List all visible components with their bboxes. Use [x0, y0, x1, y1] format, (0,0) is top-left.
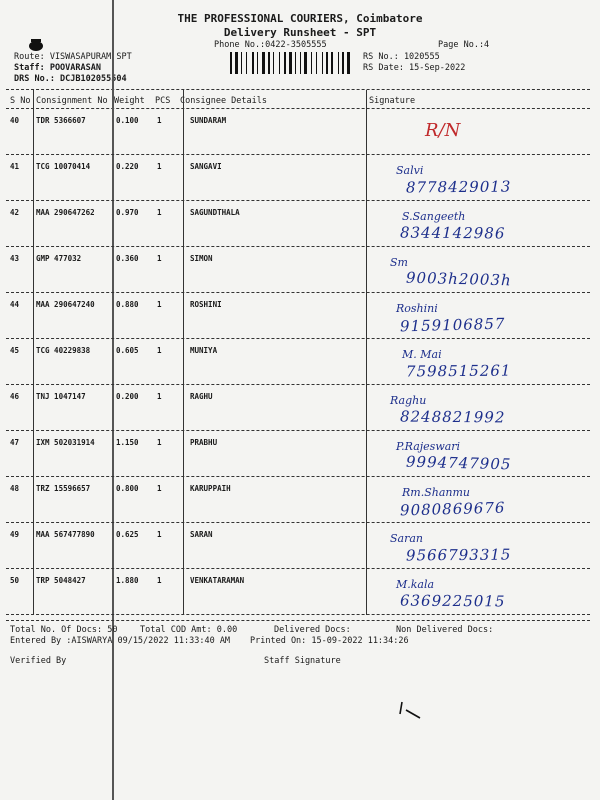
route: Route: VISWASAPURAM SPT: [14, 52, 132, 62]
runsheet-title: Delivery Runsheet - SPT: [223, 26, 377, 39]
row-signature-name: M. Mai: [402, 348, 442, 361]
row-signature-number: 9080869676: [399, 498, 506, 520]
row-sno: 42: [10, 208, 20, 217]
barcode-bar: [302, 52, 303, 74]
row-signature-name: P.Rajeswari: [396, 440, 461, 453]
rs-date: RS Date: 15-Sep-2022: [363, 63, 466, 73]
row-pcs: 1: [157, 484, 162, 493]
row-consignment: MAA 567477890: [36, 530, 95, 539]
row-separator: [6, 338, 590, 339]
barcode-bar: [268, 52, 270, 74]
row-separator: [6, 154, 590, 155]
barcode-bar: [322, 52, 323, 74]
printed-on: Printed On: 15-09-2022 11:34:26: [250, 636, 409, 646]
row-pcs: 1: [157, 576, 162, 585]
barcode-bar: [313, 52, 315, 74]
barcode-bar: [318, 52, 321, 74]
barcode-bar: [230, 52, 232, 74]
row-consignment: TCG 40229838: [36, 346, 91, 355]
row-consignment: GMP 477032: [36, 254, 82, 263]
barcode-bar: [340, 52, 341, 74]
col-consignee: Consignee Details: [180, 96, 267, 106]
entered-by: Entered By :AISWARYA 09/15/2022 11:33:40 AM: [10, 636, 231, 646]
row-pcs: 1: [157, 392, 162, 401]
row-separator: [6, 522, 590, 523]
barcode-bar: [271, 52, 272, 74]
row-weight: 0.625: [116, 530, 139, 539]
row-signature-number: 7598515261: [405, 361, 512, 381]
row-signature-number: 8344142986: [399, 223, 506, 243]
barcode-bar: [334, 52, 337, 74]
barcode-bar: [257, 52, 258, 74]
row-separator: [6, 430, 590, 431]
barcode-bar: [331, 52, 333, 74]
row-weight: 1.150: [116, 438, 139, 447]
barcode-bar: [295, 52, 296, 74]
row-sno: 40: [10, 116, 20, 125]
row-separator: [6, 246, 590, 247]
row-pcs: 1: [157, 530, 162, 539]
barcode-bar: [311, 52, 312, 74]
row-signature-number: 9566793315: [405, 545, 512, 565]
row-sno: 41: [10, 162, 20, 171]
col-pcs: PCS: [155, 96, 171, 106]
row-consignment: IXM 502031914: [36, 438, 95, 447]
col-sno: S No: [10, 96, 31, 106]
barcode-bar: [266, 52, 267, 74]
row-signature-name: S.Sangeeth: [402, 210, 466, 223]
page-number: Page No.:4: [438, 40, 490, 50]
barcode-bar: [248, 52, 251, 74]
verified-by: Verified By: [10, 656, 67, 666]
row-consignment: TDR 5366607: [36, 116, 86, 125]
barcode-bar: [329, 52, 330, 74]
barcode-bar: [308, 52, 310, 74]
row-consignment: TRP 5048427: [36, 576, 86, 585]
row-sno: 43: [10, 254, 20, 263]
row-pcs: 1: [157, 438, 162, 447]
header-rule-bottom: [6, 108, 590, 109]
drs-number: DRS No.: DCJB102055504: [14, 74, 127, 84]
barcode-bar: [326, 52, 328, 74]
row-weight: 0.970: [116, 208, 139, 217]
row-weight: 0.800: [116, 484, 139, 493]
row-weight: 1.880: [116, 576, 139, 585]
rs-number: RS No.: 1020555: [363, 52, 440, 62]
row-consignee: SANGAVI: [190, 162, 222, 171]
row-consignee: SARAN: [190, 530, 213, 539]
row-weight: 0.200: [116, 392, 139, 401]
non-delivered-docs: Non Delivered Docs:: [396, 625, 494, 635]
row-signature-number: 8248821992: [399, 407, 506, 427]
row-pcs: 1: [157, 300, 162, 309]
barcode-bar: [324, 52, 325, 74]
row-signature-name: Roshini: [396, 302, 438, 315]
barcode-bar: [300, 52, 301, 74]
row-signature-number: 9003h2003h: [405, 268, 512, 290]
barcode-bar: [281, 52, 283, 74]
column-divider: [33, 90, 34, 615]
row-consignee: ROSHINI: [190, 300, 222, 309]
row-consignee: SAGUNDTHALA: [190, 208, 240, 217]
row-sno: 49: [10, 530, 20, 539]
row-signature-number: 6369225015: [399, 591, 506, 611]
row-consignee: PRABHU: [190, 438, 218, 447]
fold-line: [112, 0, 114, 800]
staff-signature: Staff Signature: [264, 656, 341, 666]
company-logo: [28, 36, 44, 48]
barcode-bar: [342, 52, 344, 74]
barcode-bar: [347, 52, 350, 74]
company-title: THE PROFESSIONAL COURIERS, Coimbatore: [177, 12, 423, 25]
row-consignment: TCG 10070414: [36, 162, 91, 171]
barcode-bar: [273, 52, 274, 74]
barcode-bar: [235, 52, 238, 74]
row-signature-name: Sm: [390, 256, 408, 269]
column-divider: [183, 90, 184, 615]
barcode-bar: [289, 52, 292, 74]
barcode-bar: [252, 52, 254, 74]
row-weight: 0.220: [116, 162, 139, 171]
total-cod: Total COD Amt: 0.00: [140, 625, 238, 635]
total-docs: Total No. Of Docs: 50: [10, 625, 118, 635]
col-consignment: Consignment No: [36, 96, 108, 106]
row-consignee: SIMON: [190, 254, 213, 263]
row-pcs: 1: [157, 162, 162, 171]
barcode-bar: [239, 52, 240, 74]
barcode: [230, 52, 358, 74]
barcode-bar: [241, 52, 242, 74]
barcode-bar: [338, 52, 339, 74]
row-sno: 47: [10, 438, 20, 447]
row-signature-name: R/N: [425, 120, 461, 141]
row-sno: 44: [10, 300, 20, 309]
row-separator: [6, 384, 590, 385]
row-pcs: 1: [157, 116, 162, 125]
row-consignee: KARUPPAIH: [190, 484, 231, 493]
barcode-bar: [304, 52, 307, 74]
row-separator: [6, 200, 590, 201]
col-signature: Signature: [369, 96, 416, 106]
row-signature-name: M.kala: [396, 578, 435, 591]
barcode-bar: [233, 52, 234, 74]
barcode-bar: [297, 52, 299, 74]
row-pcs: 1: [157, 208, 162, 217]
row-consignee: RAGHU: [190, 392, 213, 401]
row-weight: 0.360: [116, 254, 139, 263]
footer-rule: [6, 620, 590, 621]
row-signature-name: Raghu: [390, 394, 427, 407]
row-separator: [6, 614, 590, 615]
row-sno: 45: [10, 346, 20, 355]
barcode-bar: [284, 52, 286, 74]
barcode-bar: [293, 52, 294, 74]
row-signature-number: 9159106857: [399, 314, 506, 336]
barcode-bar: [275, 52, 278, 74]
phone-number: Phone No.:0422-3505555: [214, 40, 327, 50]
row-pcs: 1: [157, 254, 162, 263]
barcode-bar: [345, 52, 346, 74]
delivered-docs: Delivered Docs:: [274, 625, 351, 635]
header-rule-top: [6, 89, 590, 90]
barcode-bar: [243, 52, 245, 74]
row-sno: 50: [10, 576, 20, 585]
row-consignment: TNJ 1047147: [36, 392, 86, 401]
row-signature-name: Rm.Shanmu: [402, 486, 470, 499]
row-separator: [6, 568, 590, 569]
row-signature-name: Saran: [390, 532, 423, 545]
row-consignment: MAA 290647240: [36, 300, 95, 309]
barcode-bar: [259, 52, 261, 74]
row-consignee: VENKATARAMAN: [190, 576, 245, 585]
col-weight: Weight: [114, 96, 145, 106]
barcode-bar: [316, 52, 317, 74]
barcode-bar: [262, 52, 265, 74]
row-sno: 46: [10, 392, 20, 401]
row-pcs: 1: [157, 346, 162, 355]
row-separator: [6, 476, 590, 477]
row-consignee: MUNIYA: [190, 346, 218, 355]
barcode-bar: [287, 52, 288, 74]
row-weight: 0.605: [116, 346, 139, 355]
column-divider: [366, 90, 367, 615]
staff: Staff: POOVARASAN: [14, 63, 101, 73]
row-separator: [6, 292, 590, 293]
row-signature-number: 9994747905: [405, 452, 512, 474]
barcode-bar: [246, 52, 247, 74]
row-consignment: MAA 290647262: [36, 208, 95, 217]
row-consignee: SUNDARAM: [190, 116, 227, 125]
row-signature-number: 8778429013: [405, 177, 512, 197]
barcode-bar: [279, 52, 280, 74]
row-sno: 48: [10, 484, 20, 493]
pen-mark: [398, 700, 428, 726]
row-weight: 0.880: [116, 300, 139, 309]
row-consignment: TRZ 15596657: [36, 484, 91, 493]
row-signature-name: Salvi: [396, 164, 424, 177]
barcode-bar: [255, 52, 256, 74]
row-weight: 0.100: [116, 116, 139, 125]
